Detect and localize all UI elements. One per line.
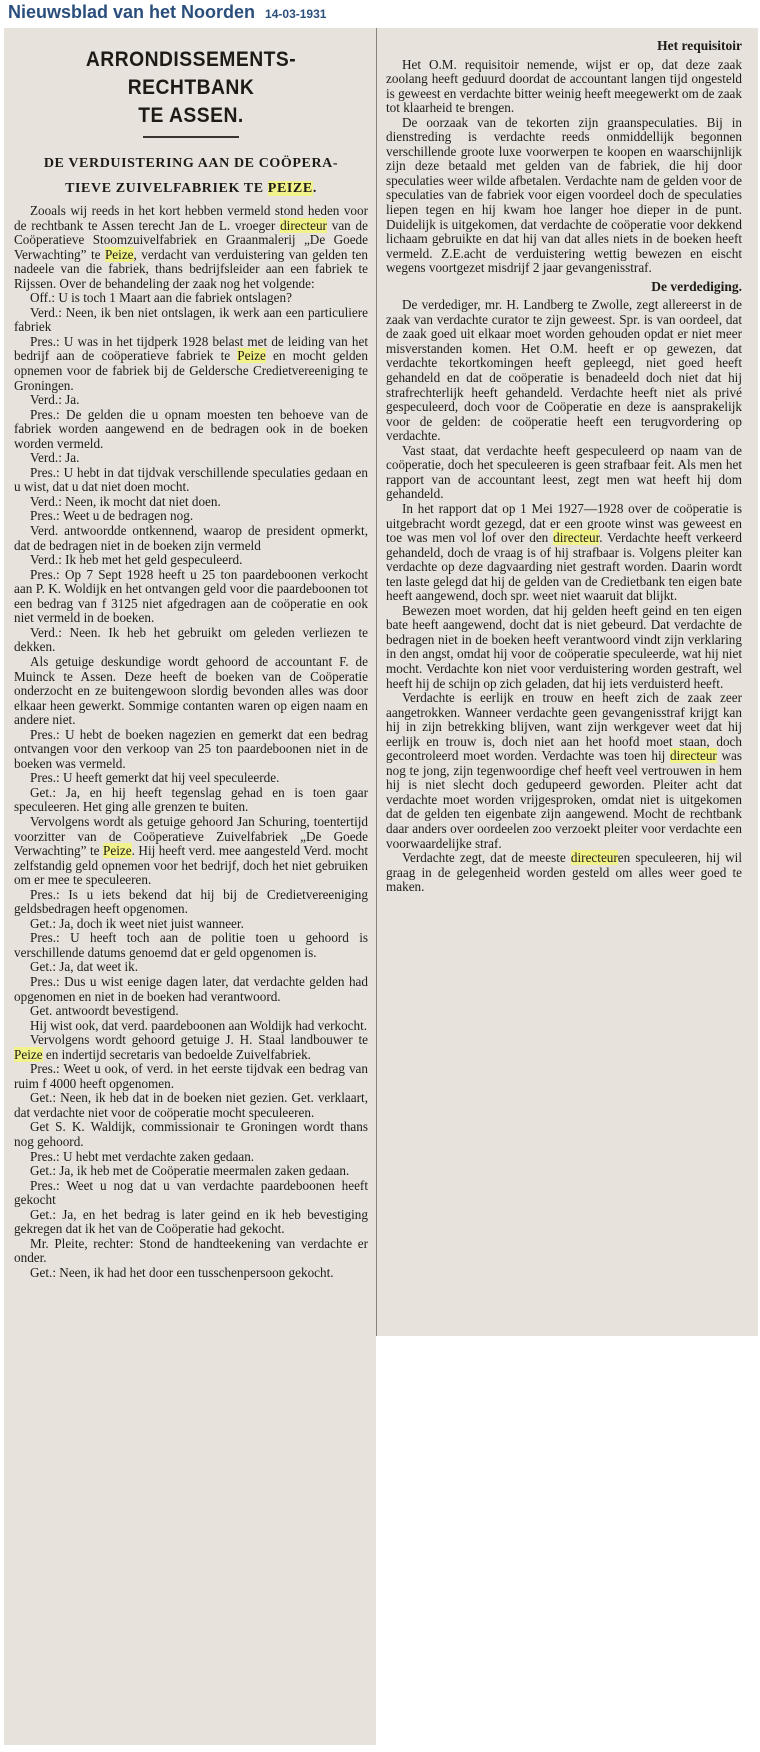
masthead [8,2,326,26]
paragraph: Bewezen moet worden, dat hij gelden heeft geind en ten eigen bate heeft aangewend, docht dat is niet gebeurd. Dat verdachte de bedragen niet in de boeken heeft verantwoord vindt zijn verklaring in den angst, omdat hij voor de coöperatie speculeerde, wat hij niet mocht. Verdachte kon niet voor verduistering worden gestraft, wel heeft hij de schijn op zich geladen, dat hij iets verduisterd heeft. [386,602,742,691]
paragraph: De verdediger, mr. H. Landberg te Zwolle, zegt allereerst in de zaak van verdachte curator te zijn geweest. Spr. is van oordeel, dat de zaak goed uit elkaar moet worden gehouden opdat er niet meer misverstanden komen. Het O.M. heeft er op gewezen, dat verdachte tekortkomingen heeft gepleegd, niet goed heeft gehandeld en dat de coöperatie is benadeeld doch niet dat hij strafrechterlijk heeft gehandeld. Verdachte heeft niet als privé gespeculeerd, doch voor de Coöperatie en deze is aansprakelijk voor de gelden: de coöperatie heeft een terugvordering op verdachte. [386,297,742,444]
paragraph: Verd. antwoordde ontkennend, waarop de president opmerkt, dat de bedragen niet in de boeken zijn vermeld [14,523,368,553]
highlight-term: Peize [103,843,132,859]
subheadline-end: . [312,181,317,196]
paragraph: Verd.: Neen, ik ben niet ontslagen, ik werk aan een particuliere fabriek [14,304,368,335]
section-title-requisitoir: Het requisitoir [657,38,742,53]
column-divider [376,28,377,1336]
article-right-column [386,35,742,895]
paragraph: Get. antwoordt bevestigend. [30,1003,179,1019]
paragraph: Get.: Ja, en hij heeft tegenslag gehad en is toen gaar speculeeren. Het ging alle grenzen te buiten. [14,784,368,815]
paragraph: Als getuige deskundige wordt gehoord de accountant F. de Muinck te Assen. Deze heeft de boeken van de Coöperatie onderzocht en ze buitengewoon slordig bevonden alles was door elkaar heen gewerkt. Sommige contanten waren op eigen naam en andere niet. [14,653,368,728]
highlight-term: directeur [570,850,618,866]
paragraph: Vast staat, dat verdachte heeft gespeculeerd op naam van de coöperatie, doch het speculeeren is geen strafbaar feit. Als men het rapport van de accountant leest, zegt men wat heeft hij dom gehandeld. [386,442,742,502]
headline-line-2: TE ASSEN. [138,104,244,127]
paragraph: Pres.: U hebt de boeken nagezien en gemerkt dat een bedrag ontvangen voor den verkoop van 25 ton paardeboonen niet in de boeken was vermeld. [14,726,368,771]
paragraph: Verd.: Ik heb met het geld gespeculeerd. [30,552,243,568]
subheadline-line-1: DE VERDUISTERING AAN DE COÖPERA- [43,156,339,171]
paragraph: Pres.: De gelden die u opnam moesten ten behoeve van de fabriek worden aangewend en de bedragen ook in de boeken worden vermeld. [14,406,368,451]
highlight-term: Peize [237,348,266,364]
paragraph: Zooals wij reeds in het kort hebben vermeld stond heden voor de rechtbank te Assen terecht Jan de L. vroeger directeur van de Coöperatieve Stoomzuivelfabriek en Graanmalerij „De Goede Verwachting” te Peize, verdacht van verduistering van gelden ten nadeele van die fabriek, thans bedrijfsleider aan een fabriek te Rijssen. Over de behandeling der zaak nog het volgende: [14,203,368,291]
paragraph: Verd.: Neen, ik mocht dat niet doen. [30,493,221,509]
publication-date: 14-03-1931 [265,7,327,21]
paragraph: Get.: Ja, dat weet ik. [30,959,139,975]
paragraph: Pres.: Weet u nog dat u van verdachte paardeboonen heeft gekocht [14,1177,368,1208]
verdediging-body [386,298,742,894]
paragraph: Verdachte is eerlijk en trouw en heeft zich de zaak zeer aangetrokken. Wanneer verdachte geen gevangenisstraf krijgt kan hij in zijn betrekking blijven, want zijn werkgever weet dat hij eerlijk en trouw is, doch niet aan het hoofd moet staan, doch gecontroleerd moet worden. Verdachte was toen hij directeur was nog te jong, zijn tegenwoordige chef heeft veel vertrouwen in hem hij is niet slecht doch gedupeerd geworden. Pleiter acht dat verdachte moet worden vrijgesproken, omdat niet is uitgekomen dat de gelden ten eigenbate zijn aangewend. Mocht de rechtbank daar anders over oordeelen zoo verzoekt pleiter voor verdachte een voorwaardelijke straf. [386,690,742,851]
paragraph: Pres.: Weet u ook, of verd. in het eerste tijdvak een bedrag van ruim f 4000 heeft opgenomen. [14,1061,368,1091]
paragraph: Pres.: U hebt met verdachte zaken gedaan. [30,1148,255,1164]
highlight-term: Peize [104,246,134,262]
paragraph: Off.: U is toch 1 Maart aan die fabriek ontslagen? [30,290,292,306]
paragraph: Pres.: Weet u de bedragen nog. [30,508,194,524]
paragraph: Get.: Neen, ik had het door een tusschenpersoon gekocht. [30,1264,334,1280]
paragraph: Verd.: Neen. Ik heb het gebruikt om geleden verliezen te dekken. [14,624,368,655]
paragraph: Verdachte zegt, dat de meeste directeuren speculeeren, hij wil graag in de gelegenheid worden gesteld om alles weer goed te maken. [386,850,742,895]
left-body [14,204,368,1280]
newspaper-title: Nieuwsblad van het Noorden [8,2,256,22]
paragraph: Verd.: Ja. [30,450,80,466]
paragraph: Verd.: Ja. [30,392,80,408]
paragraph: Pres.: Dus u wist eenige dagen later, dat verdachte gelden had opgenomen en niet in de boeken had verantwoord. [14,973,368,1004]
requisitoir-body [386,58,742,276]
paragraph: Get.: Ja, en het bedrag is later geind en ik heb bevestiging gekregen dat ik het van de Coöperatie had gekocht. [14,1206,368,1237]
headline-rule [143,136,239,138]
paragraph: Pres.: U heeft toch aan de politie toen u gehoord is verschillende datums genoemd dat er geld opgenomen is. [14,930,368,960]
paragraph: Get S. K. Waldijk, commissionair te Groningen wordt thans nog gehoord. [14,1119,368,1149]
highlight-peize: PEIZE [267,181,313,196]
highlight-term: directeur [553,530,600,546]
paragraph: Het O.M. requisitoir nemende, wijst er op, dat deze zaak zoolang heeft geduurd doordat de accountant langen tijd ongesteld is geweest en verdachte bitter weinig heeft meegewerkt om de zaak tot klaarheid te brengen. [386,56,742,116]
headline-line-1: ARRONDISSEMENTS-RECHTBANK [85,48,297,99]
paragraph: Pres.: U was in het tijdperk 1928 belast met de leiding van het bedrijf aan de coöperatieve fabriek te Peize en mocht gelden opnemen voor de fabriek bij de Geldersche Credietvereeniging te Groningen. [14,333,369,393]
paragraph: Vervolgens wordt gehoord getuige J. H. Staal landbouwer te Peize en indertijd secretaris van bedoelde Zuivelfabriek. [14,1032,368,1062]
paragraph: Hij wist ook, dat verd. paardeboonen aan Woldijk had verkocht. [30,1017,368,1033]
paragraph: Get.: Ja, doch ik weet niet juist wanneer. [30,915,244,931]
paragraph: Pres.: U heeft gemerkt dat hij veel speculeerde. [30,770,280,786]
paragraph: Pres.: Op 7 Sept 1928 heeft u 25 ton paardeboonen verkocht aan P. K. Woldijk en het ontvangen geld voor die paardeboonen tot een bedrag van f 3125 niet afgedragen aan de coöperatie en ook niet vermeld in de boeken. [14,566,368,626]
paragraph: Get.: Neen, ik heb dat in de boeken niet gezien. Get. verklaart, dat verdachte niet voor de coöperatie mocht speculeeren. [14,1090,368,1120]
highlight-term: directeur [280,217,327,233]
article-left-column [14,46,368,1280]
paragraph: Pres.: U hebt in dat tijdvak verschillende speculaties gedaan en u wist, dat u dat niet doen mocht. [14,464,368,495]
paragraph: Vervolgens wordt als getuige gehoord Jan Schuring, toentertijd voorzitter van de Coöperatieve Zuivelfabriek „De Goede Verwachting” te Peize. Hij heeft verd. mee aangesteld Verd. mocht zelfstandig geld opnemen voor het bedrijf, doch het niet gebruiken om er mee te speculeeren. [14,813,368,888]
subheadline-text: TIEVE ZUIVELFABRIEK TE [65,181,268,196]
subheadline-line-2 [14,179,368,198]
paragraph: In het rapport dat op 1 Mei 1927—1928 over de coöperatie is uitgebracht wordt gezegd, dat er een groote winst was geweest en toe was men vol lof over den directeur. Verdachte heeft verkeerd gehandeld, doch de vraag is of hij strafbaar is. Volgens pleiter kan verdachte op deze dagvaarding niet gestraft worden. Daarin wordt ten laste gelegd dat hij de gelden van de Credietbank ten eigen bate heeft aangewend, doch spr. weet niet waaruit dat blijkt. [386,500,742,604]
paragraph: De oorzaak van de tekorten zijn graanspeculaties. Bij in dienstreding is verdachte reeds onmiddellijk begonnen verschillende groote luxe voorwerpen te koopen en waarschijnlijk zijn deze betaald met gelden van de fabriek, die hij door speculaties weer wilde afbetalen. Verdachte nam de gelden voor de speculaties van de fabriek voor eigen voordeel doch de speculaties liepen tegen en hij kwam hoe langer hoe dieper in de punt. Duidelijk is uitgekomen, dat verdachte de coöperatie voor dekkend lichaam gebruikte en dat hij van dat alles niets in de boeken heeft vermeld. Z.E.acht de verduistering wettig bewezen en eischt wegens voortgezet misdrijf 2 jaar gevangenisstraf. [386,114,742,276]
paragraph: Mr. Pleite, rechter: Stond de handteekening van verdachte er onder. [14,1235,368,1266]
paragraph: Get.: Ja, ik heb met de Coöperatie meermalen zaken gedaan. [30,1163,350,1179]
paragraph: Pres.: Is u iets bekend dat hij bij de Credietvereeniging geldsbedragen heeft opgenomen. [14,886,368,917]
highlight-term: Peize [14,1046,43,1062]
section-title-verdediging: De verdediging. [651,278,742,294]
highlight-term: directeur [669,748,717,764]
